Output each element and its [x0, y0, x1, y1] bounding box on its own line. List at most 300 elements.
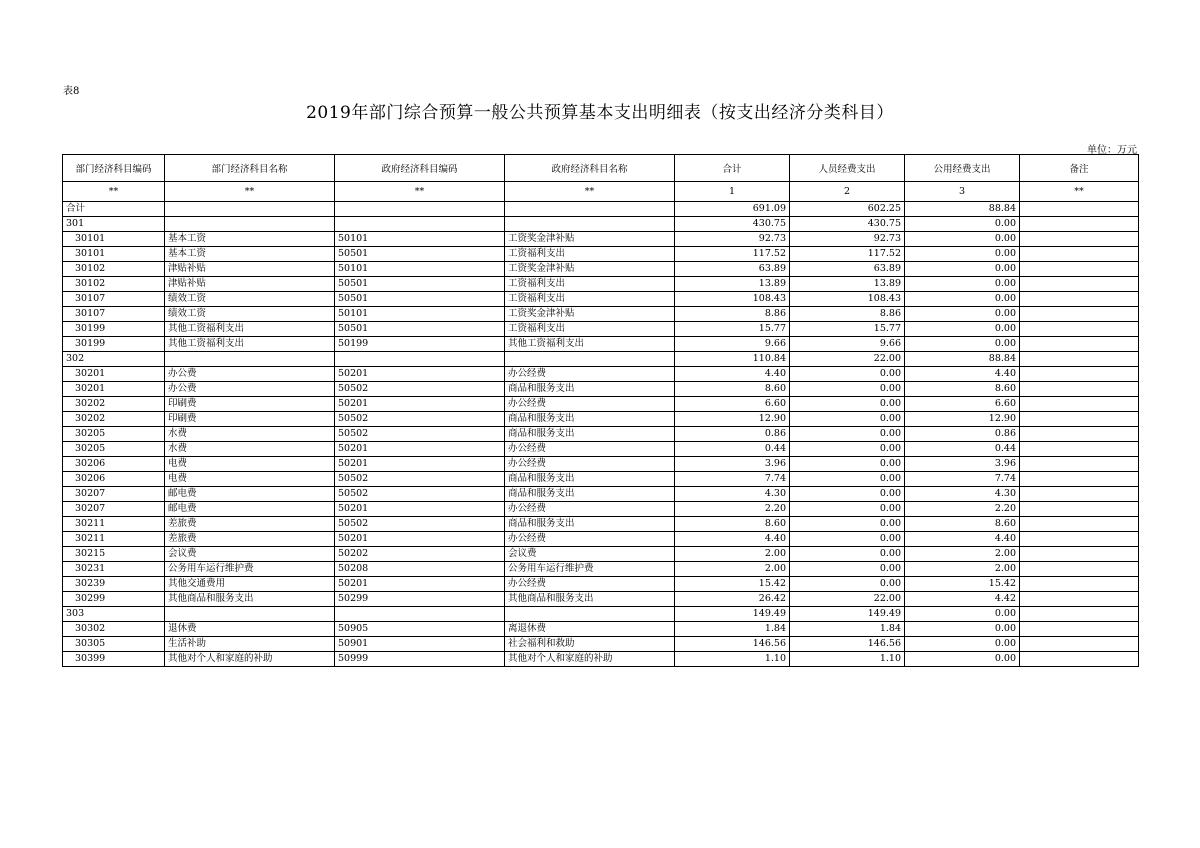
dept-code-cell: 30207: [63, 502, 165, 517]
public-cell: 4.42: [905, 592, 1020, 607]
public-cell: 8.60: [905, 517, 1020, 532]
dept-code-cell: 30305: [63, 637, 165, 652]
index-cell: 2: [790, 182, 905, 202]
note-cell: [1020, 547, 1139, 562]
table-row: [63, 472, 1139, 487]
public-cell: 0.00: [905, 607, 1020, 622]
gov-code-cell: 50101: [335, 262, 505, 277]
dept-code-cell: 30211: [63, 517, 165, 532]
public-cell: 0.00: [905, 232, 1020, 247]
note-cell: [1020, 292, 1139, 307]
total-cell: 12.90: [675, 412, 790, 427]
dept-code-cell: 合计: [63, 202, 165, 217]
gov-name-cell: 商品和服务支出: [505, 427, 675, 442]
public-cell: 0.00: [905, 652, 1020, 667]
public-cell: 2.00: [905, 547, 1020, 562]
dept-name-cell: 印刷费: [165, 412, 335, 427]
dept-code-cell: 302: [63, 352, 165, 367]
note-cell: [1020, 652, 1139, 667]
dept-name-cell: 办公费: [165, 382, 335, 397]
public-cell: 3.96: [905, 457, 1020, 472]
public-cell: 0.00: [905, 322, 1020, 337]
note-cell: [1020, 427, 1139, 442]
gov-code-cell: 50502: [335, 472, 505, 487]
public-cell: 2.00: [905, 562, 1020, 577]
personnel-cell: 0.00: [790, 457, 905, 472]
index-row: [63, 182, 1139, 202]
gov-name-cell: 办公经费: [505, 397, 675, 412]
personnel-cell: 0.00: [790, 577, 905, 592]
gov-name-cell: 办公经费: [505, 577, 675, 592]
public-cell: 0.00: [905, 217, 1020, 232]
personnel-cell: 0.00: [790, 412, 905, 427]
dept-name-cell: [165, 352, 335, 367]
gov-code-cell: 50201: [335, 577, 505, 592]
dept-name-cell: 电费: [165, 472, 335, 487]
dept-code-cell: 30202: [63, 397, 165, 412]
dept-name-cell: [165, 202, 335, 217]
total-cell: 0.44: [675, 442, 790, 457]
table-row: [63, 532, 1139, 547]
index-cell: 1: [675, 182, 790, 202]
gov-name-cell: [505, 352, 675, 367]
dept-name-cell: 基本工资: [165, 247, 335, 262]
personnel-cell: 1.84: [790, 622, 905, 637]
total-cell: 2.00: [675, 547, 790, 562]
total-cell: 9.66: [675, 337, 790, 352]
gov-name-cell: [505, 607, 675, 622]
dept-name-cell: 办公费: [165, 367, 335, 382]
total-cell: 15.42: [675, 577, 790, 592]
dept-name-cell: 生活补助: [165, 637, 335, 652]
table-row: [63, 307, 1139, 322]
note-cell: [1020, 592, 1139, 607]
col-header-note: 备注: [1020, 155, 1139, 182]
total-cell: 117.52: [675, 247, 790, 262]
dept-code-cell: 30199: [63, 337, 165, 352]
note-cell: [1020, 307, 1139, 322]
total-cell: 110.84: [675, 352, 790, 367]
public-cell: 0.00: [905, 307, 1020, 322]
note-cell: [1020, 322, 1139, 337]
gov-name-cell: 工资福利支出: [505, 277, 675, 292]
dept-name-cell: 基本工资: [165, 232, 335, 247]
index-cell: **: [505, 182, 675, 202]
gov-name-cell: 公务用车运行维护费: [505, 562, 675, 577]
public-cell: 0.44: [905, 442, 1020, 457]
table-row: [63, 637, 1139, 652]
gov-name-cell: 工资福利支出: [505, 322, 675, 337]
personnel-cell: 146.56: [790, 637, 905, 652]
gov-code-cell: 50199: [335, 337, 505, 352]
public-cell: 4.30: [905, 487, 1020, 502]
dept-name-cell: 差旅费: [165, 532, 335, 547]
dept-name-cell: 其他商品和服务支出: [165, 592, 335, 607]
personnel-cell: 0.00: [790, 517, 905, 532]
personnel-cell: 0.00: [790, 562, 905, 577]
dept-name-cell: 其他交通费用: [165, 577, 335, 592]
personnel-cell: 22.00: [790, 592, 905, 607]
col-header-public: 公用经费支出: [905, 155, 1020, 182]
note-cell: [1020, 577, 1139, 592]
dept-name-cell: 津贴补贴: [165, 277, 335, 292]
gov-code-cell: 50901: [335, 637, 505, 652]
gov-code-cell: 50905: [335, 622, 505, 637]
total-cell: 8.86: [675, 307, 790, 322]
gov-name-cell: 其他对个人和家庭的补助: [505, 652, 675, 667]
dept-name-cell: 其他工资福利支出: [165, 337, 335, 352]
dept-code-cell: 30107: [63, 292, 165, 307]
table-row: [63, 577, 1139, 592]
personnel-cell: 13.89: [790, 277, 905, 292]
personnel-cell: 15.77: [790, 322, 905, 337]
note-cell: [1020, 352, 1139, 367]
table-row: [63, 412, 1139, 427]
personnel-cell: 0.00: [790, 472, 905, 487]
dept-name-cell: 绩效工资: [165, 307, 335, 322]
col-header-gov-name: 政府经济科目名称: [505, 155, 675, 182]
table-row: [63, 622, 1139, 637]
personnel-cell: 0.00: [790, 487, 905, 502]
total-cell: 26.42: [675, 592, 790, 607]
dept-code-cell: 30201: [63, 367, 165, 382]
table-row: [63, 352, 1139, 367]
note-cell: [1020, 607, 1139, 622]
table-row: [63, 652, 1139, 667]
personnel-cell: 0.00: [790, 367, 905, 382]
dept-name-cell: 差旅费: [165, 517, 335, 532]
dept-code-cell: 30201: [63, 382, 165, 397]
public-cell: 0.00: [905, 262, 1020, 277]
note-cell: [1020, 532, 1139, 547]
col-header-personnel: 人员经费支出: [790, 155, 905, 182]
gov-name-cell: 其他商品和服务支出: [505, 592, 675, 607]
dept-name-cell: 邮电费: [165, 487, 335, 502]
note-cell: [1020, 247, 1139, 262]
gov-code-cell: [335, 217, 505, 232]
total-cell: 108.43: [675, 292, 790, 307]
total-cell: 1.10: [675, 652, 790, 667]
gov-name-cell: 商品和服务支出: [505, 412, 675, 427]
dept-code-cell: 301: [63, 217, 165, 232]
col-header-dept-name: 部门经济科目名称: [165, 155, 335, 182]
gov-code-cell: 50101: [335, 232, 505, 247]
total-cell: 7.74: [675, 472, 790, 487]
dept-name-cell: 会议费: [165, 547, 335, 562]
dept-name-cell: 津贴补贴: [165, 262, 335, 277]
note-cell: [1020, 277, 1139, 292]
note-cell: [1020, 622, 1139, 637]
gov-code-cell: 50501: [335, 292, 505, 307]
total-cell: 8.60: [675, 517, 790, 532]
table-row: [63, 337, 1139, 352]
personnel-cell: 430.75: [790, 217, 905, 232]
personnel-cell: 0.00: [790, 532, 905, 547]
dept-code-cell: 30101: [63, 232, 165, 247]
public-cell: 0.00: [905, 637, 1020, 652]
dept-code-cell: 30102: [63, 277, 165, 292]
gov-name-cell: 其他工资福利支出: [505, 337, 675, 352]
personnel-cell: 92.73: [790, 232, 905, 247]
dept-code-cell: 30107: [63, 307, 165, 322]
dept-code-cell: 30302: [63, 622, 165, 637]
note-cell: [1020, 337, 1139, 352]
gov-name-cell: 离退休费: [505, 622, 675, 637]
public-cell: 15.42: [905, 577, 1020, 592]
dept-code-cell: 30231: [63, 562, 165, 577]
gov-name-cell: 办公经费: [505, 442, 675, 457]
personnel-cell: 117.52: [790, 247, 905, 262]
dept-code-cell: 30207: [63, 487, 165, 502]
personnel-cell: 0.00: [790, 382, 905, 397]
note-cell: [1020, 397, 1139, 412]
gov-name-cell: 工资福利支出: [505, 292, 675, 307]
gov-name-cell: 会议费: [505, 547, 675, 562]
total-cell: 1.84: [675, 622, 790, 637]
total-cell: 92.73: [675, 232, 790, 247]
public-cell: 0.00: [905, 247, 1020, 262]
table-row: [63, 547, 1139, 562]
dept-name-cell: 其他对个人和家庭的补助: [165, 652, 335, 667]
dept-name-cell: 水费: [165, 442, 335, 457]
note-cell: [1020, 232, 1139, 247]
public-cell: 7.74: [905, 472, 1020, 487]
total-cell: 6.60: [675, 397, 790, 412]
note-cell: [1020, 367, 1139, 382]
note-cell: [1020, 412, 1139, 427]
gov-name-cell: 工资奖金津补贴: [505, 232, 675, 247]
col-header-dept-code: 部门经济科目编码: [63, 155, 165, 182]
personnel-cell: 108.43: [790, 292, 905, 307]
gov-name-cell: 商品和服务支出: [505, 472, 675, 487]
public-cell: 2.20: [905, 502, 1020, 517]
dept-name-cell: 水费: [165, 427, 335, 442]
note-cell: [1020, 202, 1139, 217]
total-cell: 149.49: [675, 607, 790, 622]
note-cell: [1020, 217, 1139, 232]
personnel-cell: 602.25: [790, 202, 905, 217]
dept-code-cell: 30205: [63, 442, 165, 457]
table-row: [63, 592, 1139, 607]
dept-name-cell: 其他工资福利支出: [165, 322, 335, 337]
personnel-cell: 9.66: [790, 337, 905, 352]
dept-name-cell: [165, 607, 335, 622]
dept-code-cell: 30102: [63, 262, 165, 277]
gov-code-cell: 50201: [335, 367, 505, 382]
page-title: 2019年部门综合预算一般公共预算基本支出明细表（按支出经济分类科目）: [306, 103, 894, 123]
public-cell: 0.00: [905, 622, 1020, 637]
index-cell: **: [165, 182, 335, 202]
personnel-cell: 22.00: [790, 352, 905, 367]
total-cell: 13.89: [675, 277, 790, 292]
total-cell: 430.75: [675, 217, 790, 232]
note-cell: [1020, 517, 1139, 532]
unit-label: 单位：万元: [1087, 145, 1137, 156]
index-cell: **: [335, 182, 505, 202]
note-cell: [1020, 457, 1139, 472]
table-row: [63, 397, 1139, 412]
note-cell: [1020, 262, 1139, 277]
dept-name-cell: [165, 217, 335, 232]
total-cell: 63.89: [675, 262, 790, 277]
gov-code-cell: 50101: [335, 307, 505, 322]
dept-code-cell: 303: [63, 607, 165, 622]
gov-code-cell: 50201: [335, 442, 505, 457]
table-row: [63, 232, 1139, 247]
dept-code-cell: 30206: [63, 457, 165, 472]
gov-code-cell: [335, 607, 505, 622]
personnel-cell: 0.00: [790, 397, 905, 412]
dept-name-cell: 绩效工资: [165, 292, 335, 307]
total-cell: 2.20: [675, 502, 790, 517]
gov-code-cell: 50502: [335, 517, 505, 532]
personnel-cell: 149.49: [790, 607, 905, 622]
header-row: [63, 155, 1139, 182]
dept-code-cell: 30101: [63, 247, 165, 262]
table-row: [63, 427, 1139, 442]
dept-name-cell: 印刷费: [165, 397, 335, 412]
public-cell: 0.00: [905, 337, 1020, 352]
gov-code-cell: 50201: [335, 502, 505, 517]
personnel-cell: 0.00: [790, 502, 905, 517]
dept-code-cell: 30205: [63, 427, 165, 442]
table-row: [63, 487, 1139, 502]
gov-name-cell: 办公经费: [505, 502, 675, 517]
public-cell: 12.90: [905, 412, 1020, 427]
table-row: [63, 277, 1139, 292]
dept-name-cell: 电费: [165, 457, 335, 472]
table-row: [63, 517, 1139, 532]
dept-code-cell: 30199: [63, 322, 165, 337]
dept-name-cell: 公务用车运行维护费: [165, 562, 335, 577]
table-body: [63, 202, 1139, 667]
dept-code-cell: 30215: [63, 547, 165, 562]
gov-name-cell: 办公经费: [505, 457, 675, 472]
gov-code-cell: 50502: [335, 412, 505, 427]
personnel-cell: 0.00: [790, 427, 905, 442]
dept-name-cell: 退休费: [165, 622, 335, 637]
public-cell: 6.60: [905, 397, 1020, 412]
gov-name-cell: [505, 202, 675, 217]
personnel-cell: 0.00: [790, 442, 905, 457]
note-cell: [1020, 502, 1139, 517]
table-row: [63, 322, 1139, 337]
gov-code-cell: 50502: [335, 487, 505, 502]
gov-code-cell: 50501: [335, 277, 505, 292]
budget-table: [62, 154, 1139, 667]
total-cell: 4.40: [675, 367, 790, 382]
gov-code-cell: 50202: [335, 547, 505, 562]
total-cell: 4.30: [675, 487, 790, 502]
note-cell: [1020, 442, 1139, 457]
table-row: [63, 607, 1139, 622]
total-cell: 2.00: [675, 562, 790, 577]
note-cell: [1020, 382, 1139, 397]
index-cell: **: [1020, 182, 1139, 202]
dept-code-cell: 30239: [63, 577, 165, 592]
table-row: [63, 382, 1139, 397]
table-row: [63, 262, 1139, 277]
gov-code-cell: 50208: [335, 562, 505, 577]
gov-name-cell: 社会福利和救助: [505, 637, 675, 652]
table-row: [63, 502, 1139, 517]
gov-name-cell: [505, 217, 675, 232]
gov-code-cell: 50502: [335, 427, 505, 442]
public-cell: 4.40: [905, 367, 1020, 382]
personnel-cell: 1.10: [790, 652, 905, 667]
public-cell: 0.86: [905, 427, 1020, 442]
public-cell: 0.00: [905, 292, 1020, 307]
public-cell: 88.84: [905, 202, 1020, 217]
col-header-gov-code: 政府经济科目编码: [335, 155, 505, 182]
public-cell: 4.40: [905, 532, 1020, 547]
table-row: [63, 247, 1139, 262]
total-cell: 691.09: [675, 202, 790, 217]
personnel-cell: 63.89: [790, 262, 905, 277]
gov-code-cell: 50501: [335, 322, 505, 337]
table-row: [63, 367, 1139, 382]
gov-name-cell: 工资奖金津补贴: [505, 262, 675, 277]
public-cell: 0.00: [905, 277, 1020, 292]
gov-code-cell: 50501: [335, 247, 505, 262]
gov-name-cell: 办公经费: [505, 367, 675, 382]
public-cell: 88.84: [905, 352, 1020, 367]
dept-name-cell: 邮电费: [165, 502, 335, 517]
total-cell: 15.77: [675, 322, 790, 337]
index-cell: 3: [905, 182, 1020, 202]
gov-code-cell: 50201: [335, 457, 505, 472]
note-cell: [1020, 637, 1139, 652]
gov-code-cell: 50201: [335, 397, 505, 412]
total-cell: 0.86: [675, 427, 790, 442]
total-cell: 8.60: [675, 382, 790, 397]
gov-code-cell: 50299: [335, 592, 505, 607]
gov-name-cell: 商品和服务支出: [505, 382, 675, 397]
dept-code-cell: 30399: [63, 652, 165, 667]
total-cell: 3.96: [675, 457, 790, 472]
gov-code-cell: [335, 352, 505, 367]
page-label: 表8: [63, 86, 80, 97]
dept-code-cell: 30206: [63, 472, 165, 487]
table-row: [63, 442, 1139, 457]
index-cell: **: [63, 182, 165, 202]
gov-code-cell: [335, 202, 505, 217]
personnel-cell: 0.00: [790, 547, 905, 562]
gov-name-cell: 工资奖金津补贴: [505, 307, 675, 322]
gov-name-cell: 商品和服务支出: [505, 517, 675, 532]
gov-name-cell: 商品和服务支出: [505, 487, 675, 502]
total-cell: 146.56: [675, 637, 790, 652]
table-row: [63, 562, 1139, 577]
note-cell: [1020, 562, 1139, 577]
dept-code-cell: 30202: [63, 412, 165, 427]
dept-code-cell: 30299: [63, 592, 165, 607]
note-cell: [1020, 487, 1139, 502]
total-cell: 4.40: [675, 532, 790, 547]
gov-name-cell: 工资福利支出: [505, 247, 675, 262]
note-cell: [1020, 472, 1139, 487]
public-cell: 8.60: [905, 382, 1020, 397]
table-row: [63, 292, 1139, 307]
table-row: [63, 202, 1139, 217]
table-row: [63, 457, 1139, 472]
gov-code-cell: 50502: [335, 382, 505, 397]
table-row: [63, 217, 1139, 232]
dept-code-cell: 30211: [63, 532, 165, 547]
gov-name-cell: 办公经费: [505, 532, 675, 547]
gov-code-cell: 50201: [335, 532, 505, 547]
gov-code-cell: 50999: [335, 652, 505, 667]
